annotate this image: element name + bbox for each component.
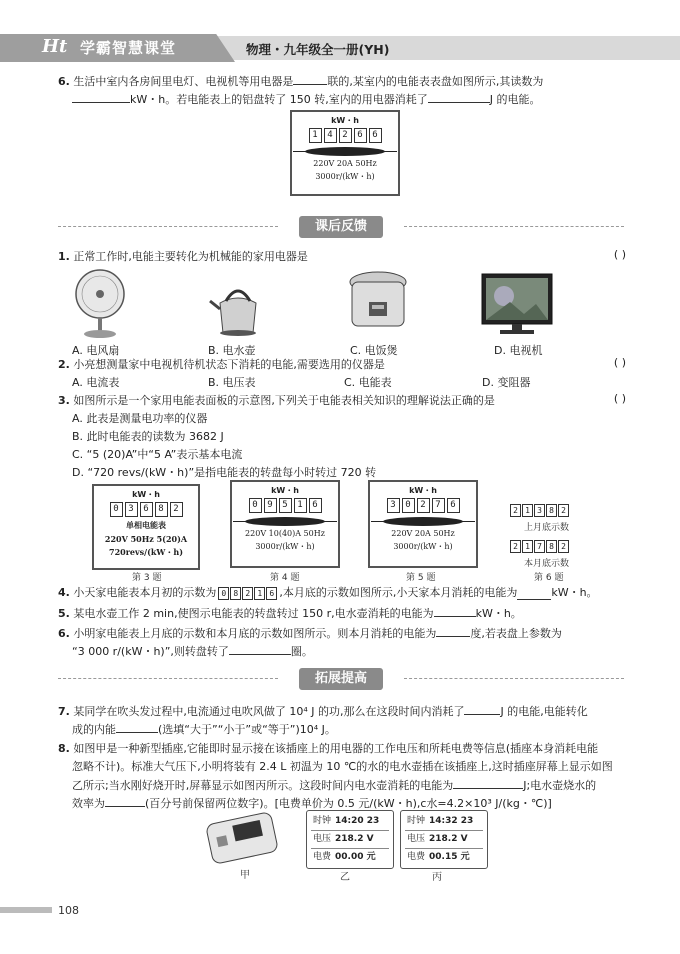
smart-socket-icon <box>205 812 283 866</box>
answer-blank[interactable] <box>293 72 327 85</box>
figure-caption: 丙 <box>432 872 442 883</box>
figure-caption: 第 4 题 <box>270 573 300 583</box>
question-5: 5. 某电水壶工作 2 min,使图示电能表的转盘转过 150 r,电水壶消耗的电能为 kW・h。 <box>58 604 522 623</box>
answer-blank[interactable] <box>517 587 551 600</box>
answer-blank[interactable] <box>428 90 490 103</box>
display-row-cost: 电费 00.00 元 <box>313 852 376 862</box>
question-8-line4: 效率为 (百分号前保留两位数字)。[电费单价为 0.5 元/(kW・h),c水=4.2×10³ J/(kg・℃)] <box>72 794 552 813</box>
option-c[interactable]: C. “5 (20)A”中“5 A”表示基本电流 <box>72 448 243 461</box>
answer-blank[interactable] <box>105 794 145 807</box>
question-3: 3. 如图所示是一个家用电能表面板的示意图,下列关于电能表相关知识的理解说法正确的是 <box>58 394 495 407</box>
option-b[interactable]: B. 此时电能表的读数为 3682 J <box>72 430 224 443</box>
question-6: 6. 小明家电能表上月底的示数和本月底的示数如图所示。则本月消耗的电能为 度,若表盘上参数为 <box>58 624 562 643</box>
meter-reading-this-month: 2 1 7 8 2 <box>510 540 569 553</box>
figure-label: 本月底示数 <box>524 559 570 569</box>
answer-blank[interactable] <box>116 720 158 733</box>
option-d[interactable]: D. 变阻器 <box>482 376 531 389</box>
figure-caption: 第 6 题 <box>534 573 564 583</box>
question-7: 7. 某同学在吹头发过程中,电流通过电吹风做了 10⁴ J 的功,那么在这段时间内消耗了 J 的电能,电能转化 <box>58 702 588 721</box>
option-b[interactable]: B. 电水壶 <box>208 344 256 357</box>
option-a[interactable]: A. 电流表 <box>72 376 120 389</box>
display-row-voltage: 电压 218.2 V <box>311 831 389 849</box>
energy-meter-figure-3: kW・h 0 3 6 8 2 单相电能表 220V 50Hz 5(20)A 720revs/(kW・h) <box>92 484 200 570</box>
answer-blank[interactable] <box>436 624 470 637</box>
display-row-voltage: 电压 218.2 V <box>405 831 483 849</box>
question-6-line2: “3 000 r/(kW・h)”,则转盘转了 圈。 <box>72 642 313 661</box>
answer-blank[interactable] <box>453 776 523 789</box>
figure-label: 上月底示数 <box>524 523 570 533</box>
answer-blank[interactable] <box>434 604 476 617</box>
option-d[interactable]: D. “720 revs/(kW・h)”是指电能表的转盘每小时转过 720 转 <box>72 466 377 479</box>
figure-caption: 第 3 题 <box>132 573 162 583</box>
question-1: 1. 正常工作时,电能主要转化为机械能的家用电器是 <box>58 250 308 263</box>
rice-cooker-icon <box>345 268 411 338</box>
logo-mark: Ht <box>42 36 68 57</box>
footer-bar <box>0 907 52 913</box>
option-c[interactable]: C. 电饭煲 <box>350 344 398 357</box>
option-b[interactable]: B. 电压表 <box>208 376 256 389</box>
page-number: 108 <box>58 904 79 917</box>
answer-paren[interactable]: ( ) <box>613 356 626 369</box>
question-2: 2. 小亮想测量家中电视机待机状态下消耗的电能,需要选用的仪器是 <box>58 358 385 371</box>
electric-fan-icon <box>70 268 130 340</box>
book-title: 物理・九年级全一册(YH) <box>246 42 390 57</box>
question-8-line2: 忽略不计)。标准大气压下,小明将装有 2.4 L 初温为 10 ℃的水的电水壶插在该插座上,这时插座屏幕上显示如图 <box>72 760 613 773</box>
option-a[interactable]: A. 此表是测量电功率的仪器 <box>72 412 208 425</box>
display-row-cost: 电费 00.15 元 <box>407 852 470 862</box>
question-top-6: 6. 生活中室内各房间里电灯、电视机等用电器是 联的,某室内的电能表表盘如图所示,其读数为 <box>58 72 543 91</box>
electric-kettle-icon <box>208 275 268 337</box>
television-icon <box>480 272 554 338</box>
energy-meter-figure-5: kW・h 3 0 2 7 6 220V 20A 50Hz 3000r/(kW・h) <box>368 480 478 568</box>
answer-blank[interactable] <box>229 642 291 655</box>
question-8: 8. 如图甲是一种新型插座,它能即时显示接在该插座上的用电器的工作电压和所耗电费等信息(插座本身消耗电能 <box>58 742 599 755</box>
answer-paren[interactable]: ( ) <box>613 248 626 261</box>
energy-meter-figure: kW・h 1 4 2 6 6 220V 20A 50Hz 3000r/(kW・h) <box>290 110 400 196</box>
meter-disk <box>245 517 325 526</box>
meter-reading-last-month: 2 1 3 8 2 <box>510 504 569 517</box>
question-7-line2: 成的内能 (选填“大于”“小于”或“等于”)10⁴ J。 <box>72 720 336 739</box>
figure-caption: 第 5 题 <box>406 573 436 583</box>
answer-blank[interactable] <box>464 702 500 715</box>
option-a[interactable]: A. 电风扇 <box>72 344 120 357</box>
display-row-clock: 时钟 14:20 23 <box>311 813 389 831</box>
socket-display-yi <box>306 810 394 869</box>
section-header-feedback: 课后反馈 <box>58 216 624 238</box>
answer-blank[interactable] <box>72 90 130 103</box>
section-header-extension: 拓展提高 <box>58 668 624 690</box>
energy-meter-figure-4: kW・h 0 9 5 1 6 220V 10(40)A 50Hz 3000r/(kW・h) <box>230 480 340 568</box>
question-4: 4. 小天家电能表本月初的示数为 0 8 2 1 6 ,本月底的示数如图所示,小天家本月消耗的电能为 kW・h。 <box>58 586 598 599</box>
logo-text: 学霸智慧课堂 <box>80 39 177 57</box>
figure-caption: 甲 <box>240 870 250 881</box>
meter-disk <box>305 147 385 156</box>
question-8-line3: 乙所示;当水刚好烧开时,屏幕显示如图丙所示。这段时间内电水壶消耗的电能为 J;电水壶烧水的 <box>72 776 596 795</box>
option-c[interactable]: C. 电能表 <box>344 376 392 389</box>
option-d[interactable]: D. 电视机 <box>494 344 543 357</box>
answer-paren[interactable]: ( ) <box>613 392 626 405</box>
question-top-6-line2: kW・h。若电能表上的铝盘转了 150 转,室内的用电器消耗了 J 的电能。 <box>72 90 540 109</box>
socket-display-bing <box>400 810 488 869</box>
figure-caption: 乙 <box>340 872 350 883</box>
meter-disk <box>383 517 463 526</box>
display-row-clock: 时钟 14:32 23 <box>405 813 483 831</box>
